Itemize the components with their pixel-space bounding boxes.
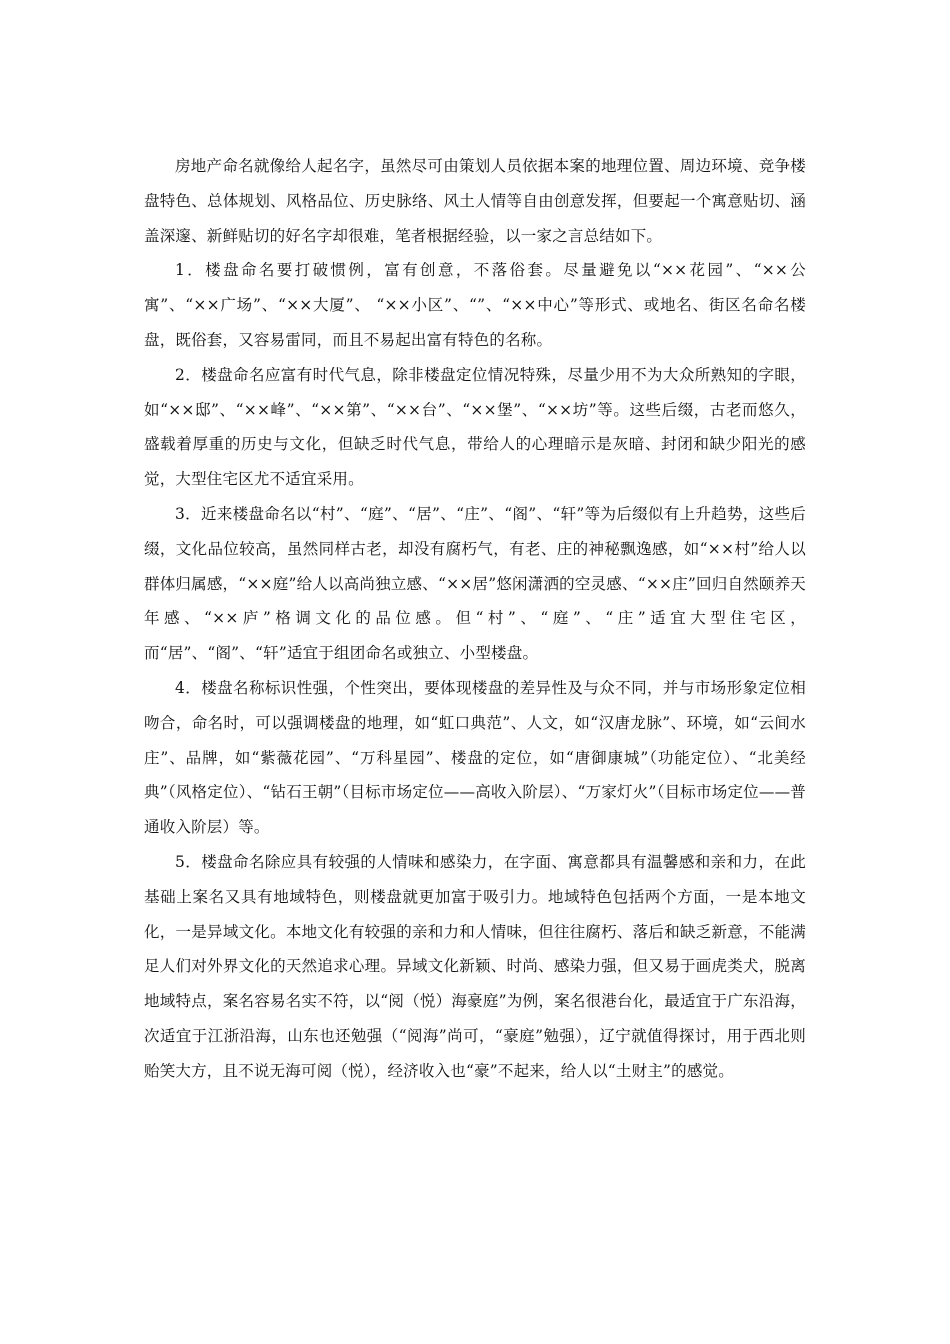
point-1-paragraph: 1．楼盘命名要打破惯例，富有创意，不落俗套。尽量避免以“××花园”、“××公寓”、“××广场”、“××大厦”、 “××小区”、“”、“××中心”等形式、或地名、街区名命名楼盘，既俗套，又容易雷同，而且不易起出富有特色的名称。	[144, 261, 806, 349]
point-5-paragraph: 5．楼盘命名除应具有较强的人情味和感染力，在字面、寓意都具有温馨感和亲和力，在此基础上案名又具有地域特色，则楼盘就更加富于吸引力。地域特色包括两个方面，一是本地文化，一是异域文化。本地文化有较强的亲和力和人情味，但往往腐朽、落后和缺乏新意，不能满足人们对外界文化的天然追求心理。异域文化新颖、时尚、感染力强，但又易于画虎类犬，脱离地域特点，案名容易名实不符，以“阅（悦）海豪庭”为例，案名很港台化，最适宜于广东沿海，次适宜于江浙沿海，山东也还勉强（“阅海”尚可，“豪庭”勉强），辽宁就值得探讨，用于西北则贻笑大方，且不说无海可阅（悦），经济收入也“豪”不起来，给人以“土财主”的感觉。	[144, 852, 806, 1080]
intro-paragraph: 房地产命名就像给人起名字，虽然尽可由策划人员依据本案的地理位置、周边环境、竞争楼盘特色、总体规划、风格品位、历史脉络、风土人情等自由创意发挥，但要起一个寓意贴切、涵盖深邃、新鲜贴切的好名字却很难，笔者根据经验，以一家之言总结如下。	[144, 157, 806, 245]
point-3-paragraph: 3．近来楼盘命名以“村”、“庭”、“居”、“庄”、“阁”、“轩”等为后缀似有上升趋势，这些后缀，文化品位较高，虽然同样古老，却没有腐朽气，有老、庄的神秘飘逸感，如“××村”给人以群体归属感，“××庭”给人以高尚独立感、“××居”悠闲潇洒的空灵感、“××庄”回归自然颐养天年感、“××庐”格调文化的品位感。但“村”、“庭”、“庄”适宜大型住宅区，而“居”、“阁”、“轩”适宜于组团命名或独立、小型楼盘。	[144, 504, 806, 663]
document-body	[144, 149, 806, 1089]
point-4-paragraph: 4．楼盘名称标识性强，个性突出，要体现楼盘的差异性及与众不同，并与市场形象定位相吻合，命名时，可以强调楼盘的地理，如“虹口典范”、人文，如“汉唐龙脉”、环境，如“云间水庄”、品牌，如“紫薇花园”、“万科星园”、楼盘的定位，如“唐御康城”（功能定位）、“北美经典”（风格定位）、“钻石王朝”（目标市场定位——高收入阶层）、“万家灯火”（目标市场定位——普通收入阶层）等。	[144, 678, 806, 837]
point-2-paragraph: 2．楼盘命名应富有时代气息，除非楼盘定位情况特殊，尽量少用不为大众所熟知的字眼，如“××邸”、“××峰”、“××第”、“××台”、“××堡”、“××坊”等。这些后缀，古老而悠久，盛载着厚重的历史与文化，但缺乏时代气息，带给人的心理暗示是灰暗、封闭和缺少阳光的感觉，大型住宅区尤不适宜采用。	[144, 365, 806, 489]
